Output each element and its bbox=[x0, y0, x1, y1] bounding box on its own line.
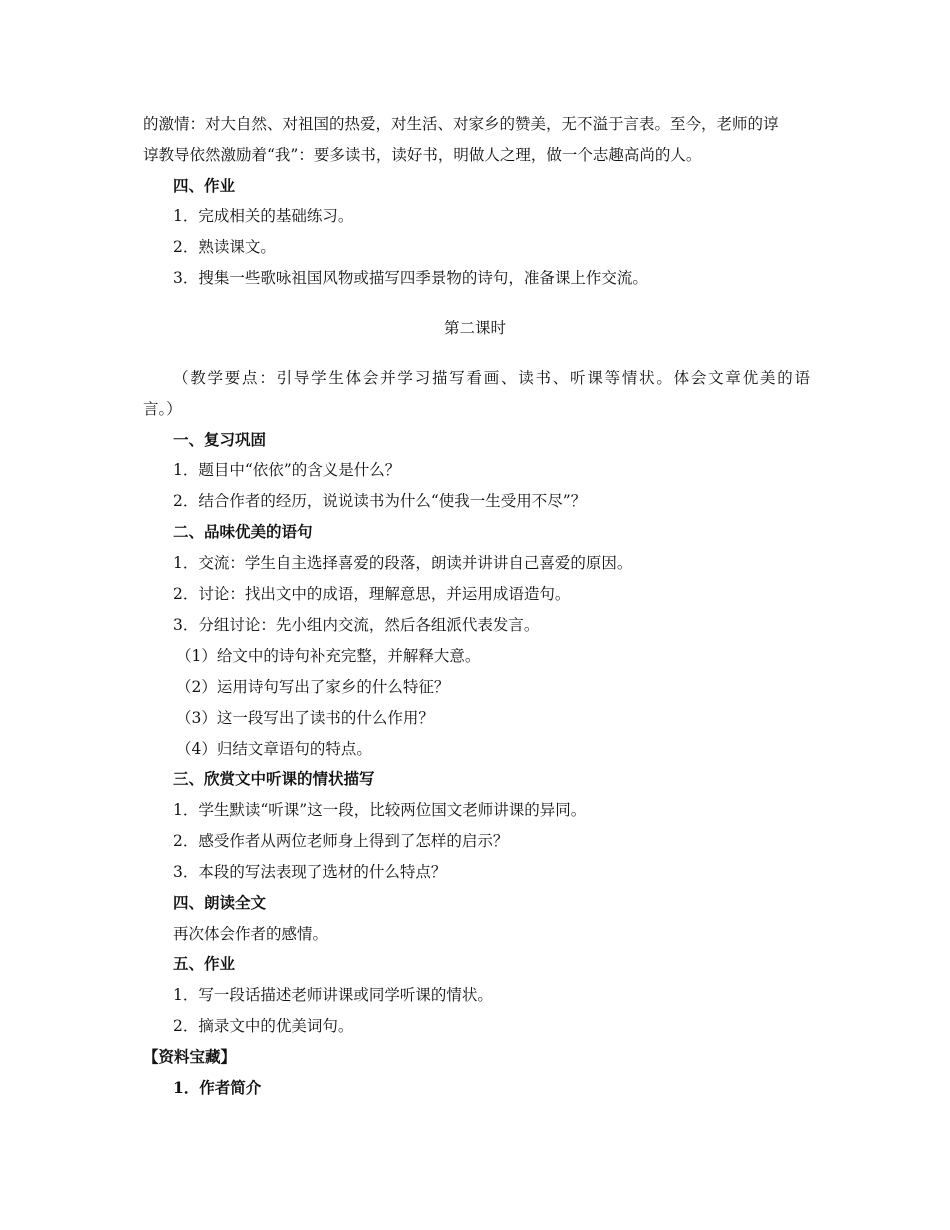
listening-item: 1．学生默读“听课”这一段，比较两位国文老师讲课的异同。 bbox=[173, 801, 587, 819]
review-item: 2．结合作者的经历，说说读书为什么“使我一生受用不尽”？ bbox=[173, 492, 587, 510]
resources-heading: 【资料宝藏】 bbox=[143, 1047, 237, 1066]
intro-line-1: 的激情：对大自然、对祖国的热爱，对生活、对家乡的赞美，无不溢于言表。至今，老师的谆 bbox=[143, 115, 779, 133]
appreciate-item: 3．分组讨论：先小组内交流，然后各组派代表发言。 bbox=[173, 616, 540, 634]
review-heading: 一、复习巩固 bbox=[173, 430, 267, 449]
homework-item: 1．完成相关的基础练习。 bbox=[173, 207, 354, 225]
appreciate-subitem: （3）这一段写出了读书的什么作用？ bbox=[176, 709, 434, 727]
review-item: 1．题目中“依依”的含义是什么？ bbox=[173, 461, 401, 479]
author-intro-heading: 1．作者简介 bbox=[173, 1078, 262, 1097]
intro-line-2: 谆教导依然激励着“我”：要多读书，读好书，明做人之理，做一个志趣高尚的人。 bbox=[143, 146, 702, 164]
listening-heading: 三、欣赏文中听课的情状描写 bbox=[173, 769, 375, 788]
listening-item: 2．感受作者从两位老师身上得到了怎样的启示？ bbox=[173, 832, 509, 850]
homework-heading: 四、作业 bbox=[173, 176, 236, 195]
homework-item: 2．熟读课文。 bbox=[173, 238, 276, 256]
reading-text: 再次体会作者的感情。 bbox=[173, 925, 329, 943]
homework-item: 2．摘录文中的优美词句。 bbox=[173, 1017, 354, 1035]
key-points-line-2: 言。） bbox=[143, 400, 182, 418]
appreciate-subitem: （2）运用诗句写出了家乡的什么特征？ bbox=[176, 678, 450, 696]
homework-item: 1．写一段话描述老师讲课或同学听课的情状。 bbox=[173, 986, 493, 1004]
appreciate-subitem: （4）归结文章语句的特点。 bbox=[176, 740, 372, 758]
appreciate-item: 1．交流：学生自主选择喜爱的段落，朗读并讲讲自己喜爱的原因。 bbox=[173, 554, 633, 572]
key-points-line-1: （教学要点：引导学生体会并学习描写看画、读书、听课等情状。体会文章优美的语 bbox=[173, 369, 810, 387]
reading-heading: 四、朗读全文 bbox=[173, 893, 267, 912]
homework-heading: 五、作业 bbox=[173, 954, 236, 973]
appreciate-heading: 二、品味优美的语句 bbox=[173, 522, 313, 541]
listening-item: 3．本段的写法表现了选材的什么特点？ bbox=[173, 863, 447, 881]
appreciate-item: 2．讨论：找出文中的成语，理解意思，并运用成语造句。 bbox=[173, 585, 571, 603]
homework-item: 3．搜集一些歌咏祖国风物或描写四季景物的诗句，准备课上作交流。 bbox=[173, 269, 648, 287]
lesson-title: 第二课时 bbox=[443, 319, 506, 337]
appreciate-subitem: （1）给文中的诗句补充完整，并解释大意。 bbox=[176, 647, 481, 665]
